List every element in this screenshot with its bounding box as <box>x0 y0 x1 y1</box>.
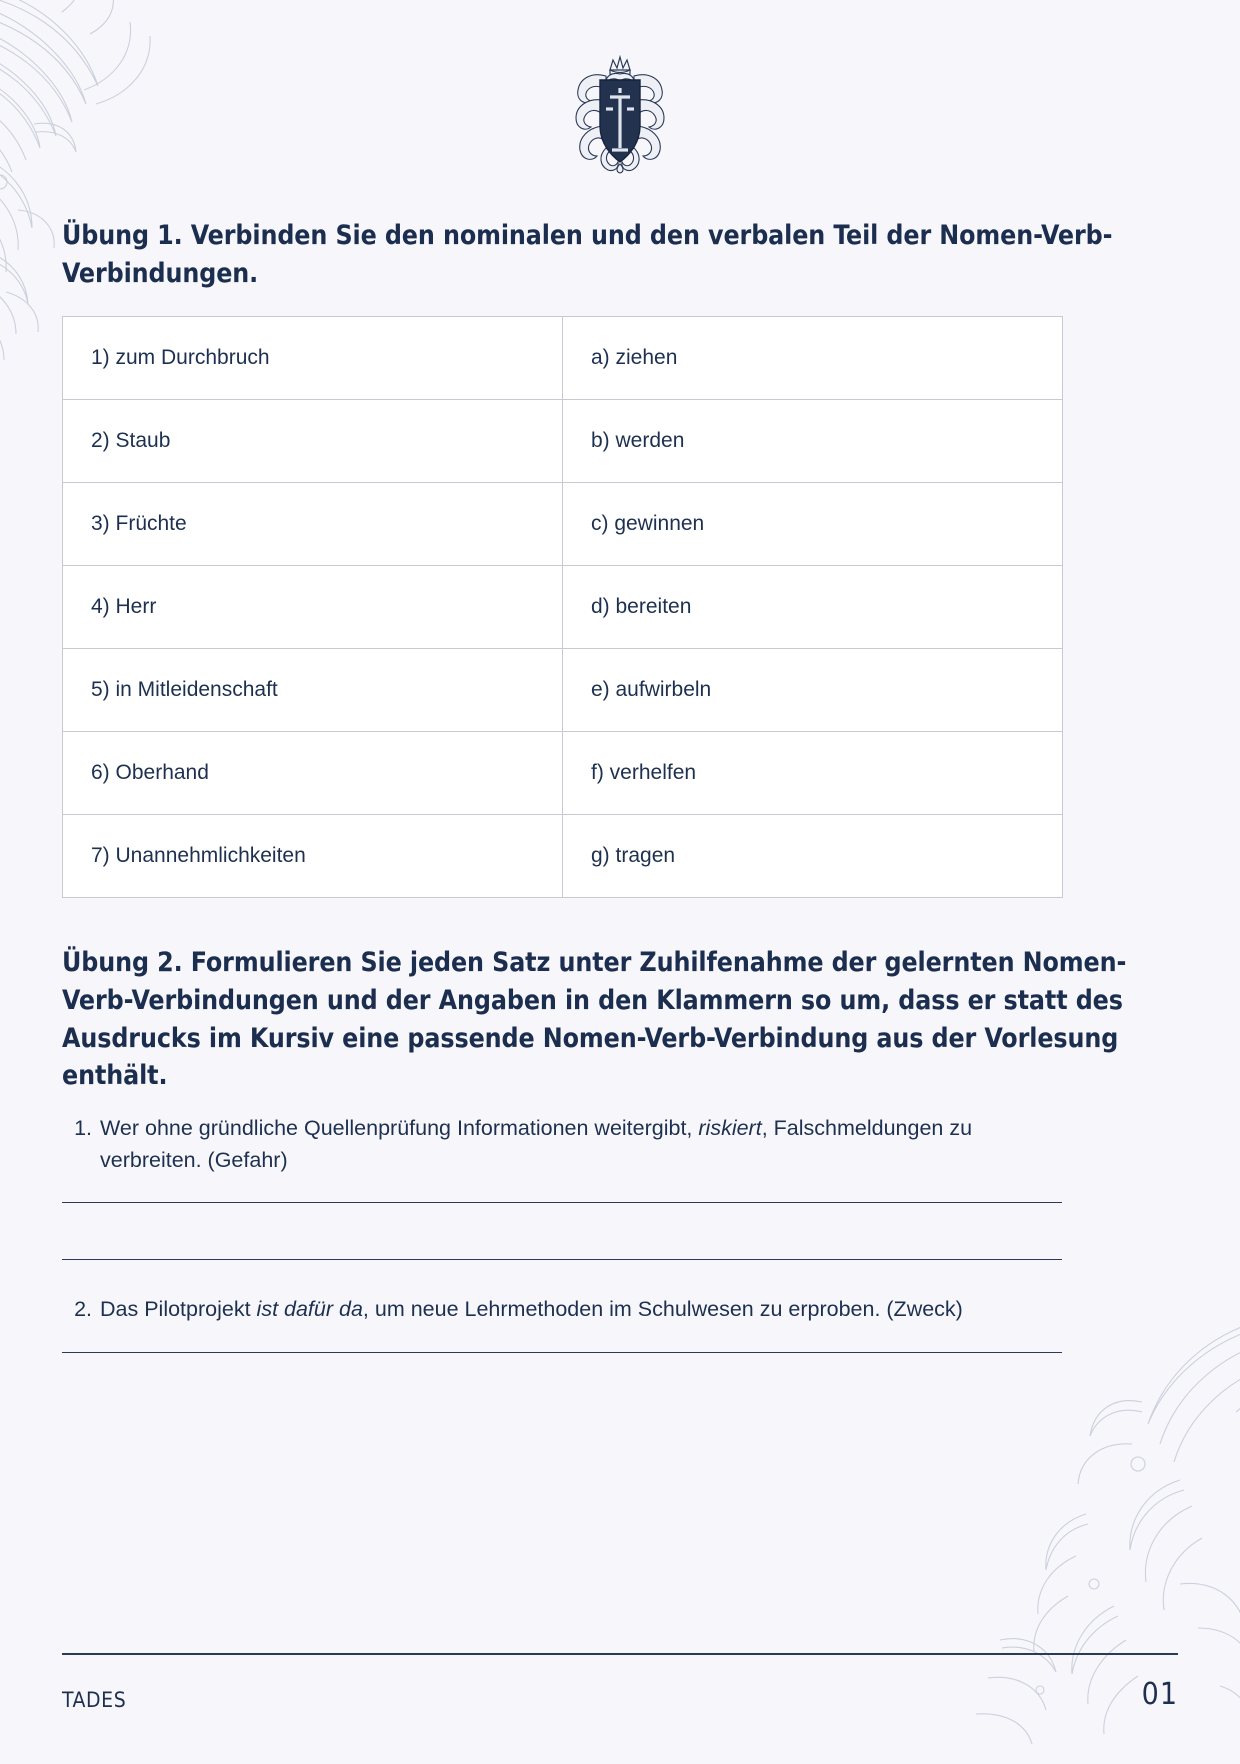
table-cell-verbal[interactable]: g) tragen <box>563 815 1063 898</box>
answer-line[interactable] <box>62 1202 1062 1203</box>
answer-line[interactable] <box>62 1352 1062 1353</box>
table-row <box>63 732 1063 815</box>
task-number: 1. <box>74 1115 92 1140</box>
table-row <box>63 649 1063 732</box>
matching-table <box>62 316 1063 898</box>
table-row <box>63 317 1063 400</box>
matching-table-body <box>63 317 1063 898</box>
footer-brand: TADES <box>62 1688 127 1712</box>
table-row <box>63 400 1063 483</box>
footer-divider <box>62 1653 1178 1655</box>
task-sentence <box>100 1113 1060 1177</box>
table-cell-nominal[interactable]: 2) Staub <box>63 400 563 483</box>
list-item <box>70 1294 1178 1326</box>
list-item <box>70 1113 1178 1177</box>
table-cell-nominal[interactable]: 4) Herr <box>63 566 563 649</box>
footer-row <box>62 1677 1178 1712</box>
answer-lines-group-2 <box>62 1352 1178 1353</box>
table-cell-verbal[interactable]: d) bereiten <box>563 566 1063 649</box>
task-text-italic: ist dafür da <box>256 1297 363 1322</box>
task-sentence <box>100 1294 1060 1326</box>
page-number: 01 <box>1141 1677 1178 1712</box>
task-text-after: , Falschmeldungen zu verbreiten. (Gefahr) <box>100 1115 973 1172</box>
table-row <box>63 815 1063 898</box>
table-cell-verbal[interactable]: e) aufwirbeln <box>563 649 1063 732</box>
table-cell-verbal[interactable]: c) gewinnen <box>563 483 1063 566</box>
exercise-2-task-list <box>62 1113 1178 1353</box>
task-text-italic: riskiert <box>698 1115 762 1140</box>
table-cell-nominal[interactable]: 1) zum Durchbruch <box>63 317 563 400</box>
page-footer <box>62 1653 1178 1712</box>
task-text-before: Wer ohne gründliche Quellenprüfung Informationen weitergibt, <box>100 1115 699 1140</box>
task-number: 2. <box>74 1297 92 1322</box>
task-text-after: , um neue Lehrmethoden im Schulwesen zu erproben. (Zweck) <box>362 1297 963 1322</box>
logo-header <box>62 0 1178 175</box>
table-cell-verbal[interactable]: f) verhelfen <box>563 732 1063 815</box>
heraldic-crest-logo <box>566 52 674 174</box>
task-text-before: Das Pilotprojekt <box>100 1297 257 1322</box>
exercise-2-heading: Übung 2. Formulieren Sie jeden Satz unter Zuhilfenahme der gelernten Nomen-Verb-Verbindungen und der Angaben in den Klammern so um, dass er statt des Ausdrucks im Kursiv eine passende Nomen-Verb-Verbindung aus der Vorlesung enthält. <box>62 947 1127 1092</box>
table-cell-nominal[interactable]: 6) Oberhand <box>63 732 563 815</box>
table-cell-nominal[interactable]: 5) in Mitleidenschaft <box>63 649 563 732</box>
table-row <box>63 483 1063 566</box>
exercise-2-block <box>62 944 1178 1353</box>
table-row <box>63 566 1063 649</box>
exercise-1-heading: Übung 1. Verbinden Sie den nominalen und den verbalen Teil der Nomen-Verb-Verbindungen. <box>62 220 1113 289</box>
spacer <box>62 1260 1178 1294</box>
answer-lines-group-1 <box>62 1202 1178 1260</box>
table-cell-nominal[interactable]: 3) Früchte <box>63 483 563 566</box>
table-cell-nominal[interactable]: 7) Unannehmlichkeiten <box>63 815 563 898</box>
table-cell-verbal[interactable]: b) werden <box>563 400 1063 483</box>
table-cell-verbal[interactable]: a) ziehen <box>563 317 1063 400</box>
